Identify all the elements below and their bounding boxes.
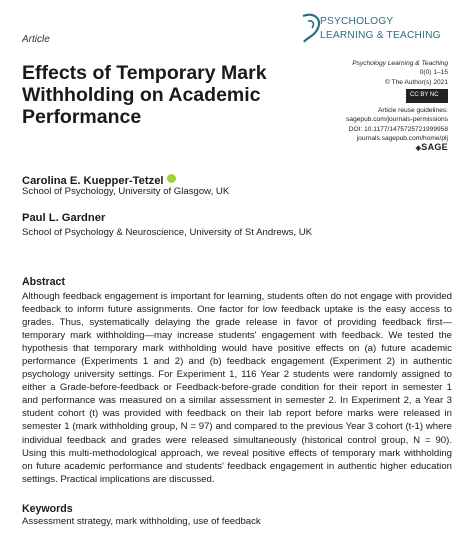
author-name: Carolina E. Kuepper-Tetzel [22,175,164,187]
abstract-body: Although feedback engagement is important for learning, students often do not engage with provided feedback to inform future assignments. One factor for low feedback uptake is the easy access to grades. Thus, systematically delaying the grade release in favor of providing feedback first—temporary mark withholding—may increase students' engagement with feedback. We tested the hypothesis that temporary mark withholding would have positive effects on (a) future academic performance (Experiments 1 and 2) and (b) feedback engagement (Experiment 2) in authentic psychology university settings. For Experiment 1, 116 Year 2 students were randomly assigned to either a Grade-before-feedback or Feedback-before-grade condition for their report in semester 1 and performance was measured on a similar assessment in semester 2. In Experiment 2, a Year 3 student cohort (t) was provided with feedback on their lab report before marks were released in semester 1 (mark withholding group, N = 97) and compared to the previous Year 3 cohort (t-1) where individual feedback and grades were released simultaneously (historical control group, N = 90). Using this multi-methodological approach, we reveal positive effects of temporary mark withholding on future academic performance and students' feedback engagement in authentic higher education settings. Practical implications are discussed. [22,291,452,485]
journal-logo[interactable] [300,10,460,46]
journal-logo-line2: LEARNING & TEACHING [320,30,441,41]
volume-pages: 0(0) 1–15 [419,69,448,77]
copyright: © The Author(s) 2021 [384,78,448,86]
keywords-list: Assessment strategy, mark withholding, use of feedback [22,516,261,527]
article-type-label: Article [22,34,50,45]
journal-logo-line1: PSYCHOLOGY [320,16,394,27]
author-affiliation: School of Psychology, University of Glasgow, UK [22,186,230,197]
article-metadata [288,59,448,154]
author-affiliation: School of Psychology & Neuroscience, University of St Andrews, UK [22,227,313,238]
reuse-label: Article reuse guidelines: [377,107,448,115]
abstract-heading: Abstract [22,276,65,288]
author-2-name: Paul L. Gardner [22,212,106,224]
license-badge[interactable] [288,87,448,106]
journal-link[interactable]: journals.sagepub.com/home/plj [356,135,448,143]
publisher-name: SAGE [421,142,448,153]
publisher-logo: ◈SAGE [415,142,448,153]
license-badge-text: CC BY NC [410,91,439,98]
doi[interactable]: DOI: 10.1177/1475725721999958 [348,125,448,133]
reuse-link[interactable]: sagepub.com/journals-permissions [346,116,448,124]
article-title: Effects of Temporary Mark Withholding on Academic Performance [22,62,267,128]
journal-name: Psychology Learning & Teaching [352,60,448,67]
creative-commons-icon [406,89,448,103]
keywords-heading: Keywords [22,503,73,515]
orcid-icon[interactable] [167,174,176,183]
